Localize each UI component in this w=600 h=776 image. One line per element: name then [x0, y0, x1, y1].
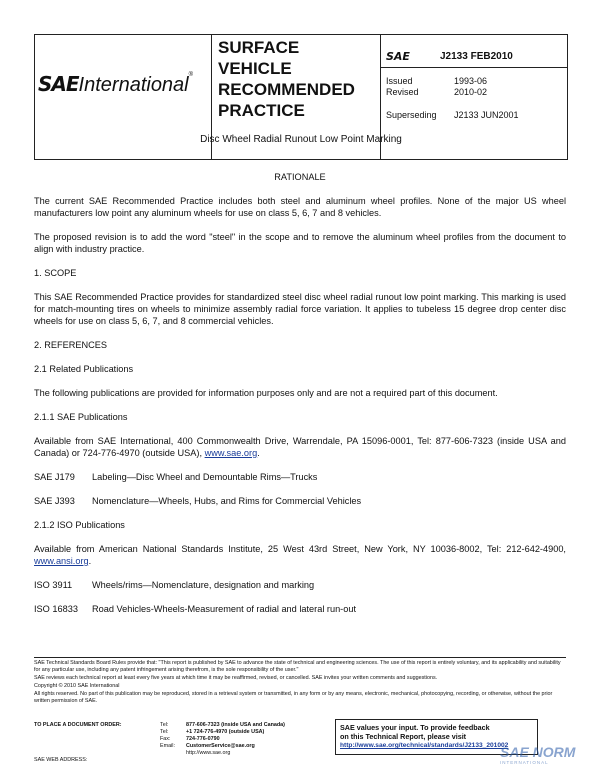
email-link[interactable]: CustomerService@sae.org [186, 743, 255, 749]
contact-label: Tel: [160, 722, 169, 728]
subsection-heading: 2.1.1 SAE Publications [34, 412, 128, 422]
contact-label: Tel: [160, 729, 169, 735]
footer-copyright: Copyright © 2010 SAE International [34, 683, 120, 689]
footer-rules-text: SAE Technical Standards Board Rules provide that: "This report is published by SAE to advance the state of technical and engineering sciences. The use of this report is entirely voluntary, and its applicability and suitability for any particular use, including any patent infringement arising therefrom, is the sole responsibility of the user." [34, 660, 561, 673]
contact-row [160, 736, 330, 743]
document-number: J2133 FEB2010 [440, 51, 513, 62]
rationale-heading: RATIONALE [274, 172, 326, 182]
contact-value: 877-606-7323 (inside USA and Canada) [186, 722, 285, 728]
sae-web-label: SAE WEB ADDRESS: [34, 757, 88, 763]
sae-international-logo [38, 72, 193, 97]
section-heading: 2. REFERENCES [34, 340, 108, 350]
reference-title: Nomenclature—Wheels, Hubs, and Rims for Commercial Vehicles [92, 496, 362, 506]
section-heading: 1. SCOPE [34, 268, 77, 278]
sae-website-link[interactable]: www.sae.org [204, 448, 258, 458]
practice-line: SURFACE [218, 38, 300, 57]
reference-item [34, 603, 566, 615]
feedback-link[interactable]: http://www.sae.org/technical/standards/J2133_201002 [340, 742, 509, 749]
contact-row [160, 750, 330, 757]
contact-label: Fax: [160, 736, 171, 742]
reference-item [34, 471, 566, 483]
sae-web-link[interactable]: http://www.sae.org [186, 750, 231, 756]
watermark-logo [500, 744, 598, 774]
rationale-paragraph: The current SAE Recommended Practice includes both steel and aluminum wheel profiles. None of the major US wheel manufacturers low point any aluminum wheels for use on class 5, 6, 7 and 8 vehicles. [34, 196, 566, 218]
revised-value: 2010-02 [454, 87, 488, 97]
reference-item [34, 495, 566, 507]
footer-divider [34, 657, 566, 658]
practice-type [218, 37, 355, 121]
reference-code: ISO 16833 [34, 604, 78, 614]
watermark-main: SAE NORM [500, 744, 576, 760]
rationale-paragraph: The proposed revision is to add the word "steel" in the scope and to remove the aluminum wheel profiles from the document to align with industry practice. [34, 232, 566, 254]
contact-row [160, 743, 330, 750]
superseding-value: J2133 JUN2001 [454, 110, 519, 120]
reference-code: ISO 3911 [34, 580, 73, 590]
logo-trademark: ® [188, 72, 194, 78]
order-label: TO PLACE A DOCUMENT ORDER: [34, 722, 122, 728]
header-divider-doc [380, 67, 567, 68]
reference-title: Labeling—Disc Wheel and Demountable Rims—Trucks [92, 472, 318, 482]
superseding-label: Superseding [386, 110, 437, 120]
practice-line: VEHICLE [218, 59, 292, 78]
reference-code: SAE J393 [34, 496, 75, 506]
contact-row [160, 729, 330, 736]
reference-title: Wheels/rims—Nomenclature, designation and marking [92, 580, 315, 590]
practice-line: PRACTICE [218, 101, 305, 120]
scope-paragraph: This SAE Recommended Practice provides for standardized steel disc wheel radial runout low point marking. This marking is used for match-mounting tires on wheels to minimize assembly radial force variation. It applies to tubeless 15 degree drop center disc wheels for use on class 5, 6, 7, and 8 commercial vehicles. [34, 292, 566, 326]
logo-sae: SAE [38, 72, 79, 96]
document-body [34, 171, 566, 627]
contact-value: +1 724-776-4970 (outside USA) [186, 729, 265, 735]
reference-item [34, 579, 566, 591]
issued-value: 1993-06 [454, 76, 488, 86]
feedback-text: on this Technical Report, please visit [340, 732, 467, 741]
sae-mark-logo: SAE [386, 50, 410, 63]
sae-availability-paragraph: Available from SAE International, 400 Commonwealth Drive, Warrendale, PA 15096-0001, Tel: 877-606-7323 (inside USA and Canada) or 724-776-4970 (outside USA), www.sae.org. [34, 436, 566, 458]
subsection-heading: 2.1 Related Publications [34, 364, 134, 374]
reference-code: SAE J179 [34, 472, 75, 482]
references-paragraph: The following publications are provided for information purposes only and are not a required part of this document. [34, 388, 498, 398]
ansi-website-link[interactable]: www.ansi.org [34, 556, 89, 566]
watermark-sub: INTERNATIONAL [500, 760, 549, 765]
subsection-heading: 2.1.2 ISO Publications [34, 520, 125, 530]
order-contacts [160, 722, 330, 757]
reference-title: Road Vehicles-Wheels-Measurement of radial and lateral run-out [92, 604, 357, 614]
footer-notices [34, 660, 566, 705]
footer-rights-text: All rights reserved. No part of this publication may be reproduced, stored in a retrieval system or transmitted, in any form or by any means, electronic, mechanical, photocopying, recording, or otherwise, without the prior written permission of SAE. [34, 691, 553, 704]
feedback-text: SAE values your input. To provide feedback [340, 723, 490, 732]
document-title: Disc Wheel Radial Runout Low Point Marking [200, 134, 402, 145]
practice-line: RECOMMENDED [218, 80, 355, 99]
iso-availability-paragraph: Available from American National Standards Institute, 25 West 43rd Street, New York, NY 10036-8002, Tel: 212-642-4900, www.ansi.org. [34, 544, 566, 566]
contact-row [160, 722, 330, 729]
contact-label [160, 750, 186, 757]
revised-label: Revised [386, 87, 419, 97]
contact-value: 724-776-0790 [186, 736, 220, 742]
footer-review-text: SAE reviews each technical report at least every five years at which time it may be reaffirmed, revised, or cancelled. SAE invites your written comments and suggestions. [34, 675, 438, 681]
sae-availability-text: Available from SAE International, 400 Commonwealth Drive, Warrendale, PA 15096-0001, Tel: 877-606-7323 (inside USA and Canada) or 724-776-4970 (outside USA), [34, 436, 566, 458]
logo-international: International [78, 74, 189, 96]
iso-availability-text: Available from American National Standards Institute, 25 West 43rd Street, New York, NY 10036-8002, Tel: 212-642-4900, [34, 544, 566, 554]
issued-label: Issued [386, 76, 413, 86]
contact-label: Email: [160, 743, 175, 749]
